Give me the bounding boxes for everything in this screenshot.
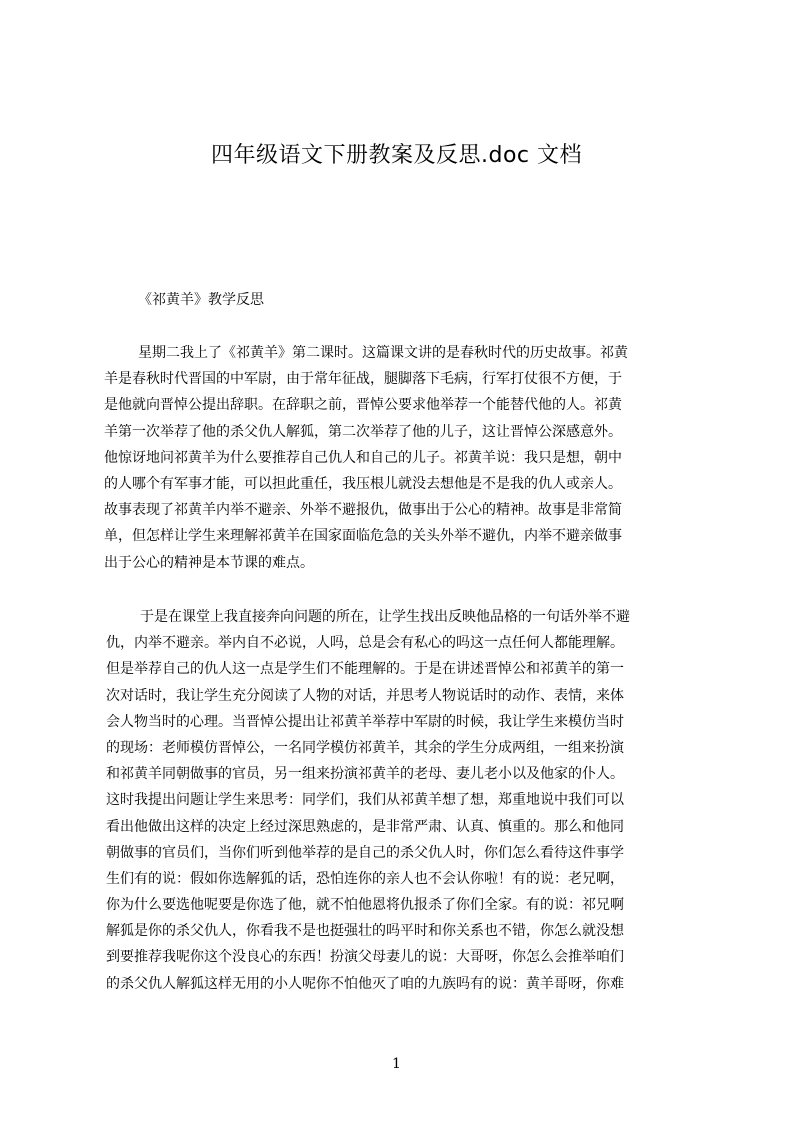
paragraph-line: 仇，内举不避亲。举内自不必说，人吗，总是会有私心的吗这一点任何人都能理解。	[106, 635, 624, 652]
paragraph-line: 故事表现了祁黄羊内举不避亲、外举不避报仇，做事出于公心的精神。故事是非常简	[104, 502, 622, 519]
paragraph-line: 于是在课堂上我直接奔向问题的所在，让学生找出反映他品格的一句话外举不避	[140, 609, 630, 625]
paragraph-2	[106, 604, 706, 997]
paragraph-line: 会人物当时的心理。当晋悼公提出让祁黄羊举荐中军尉的时候，我让学生来模仿当时	[106, 713, 624, 730]
paragraph-line: 他惊讶地问祁黄羊为什么要推荐自己仇人和自己的儿子。祁黄羊说：我只是想，朝中	[104, 449, 622, 466]
paragraph-line: 这时我提出问题让学生来思考：同学们，我们从祁黄羊想了想，郑重地说中我们可以	[106, 792, 624, 809]
paragraph-line: 的人哪个有军事才能，可以担此重任，我压根儿就没去想他是不是我的仇人或亲人。	[104, 475, 622, 492]
paragraph-line: 生们有的说：假如你选解狐的话，恐怕连你的亲人也不会认你啦！有的说：老兄啊，	[106, 870, 624, 887]
paragraph-line: 羊第一次举荐了他的杀父仇人解狐，第二次举荐了他的儿子，这让晋悼公深感意外。	[104, 423, 622, 440]
paragraph-line: 但是举荐自己的仇人这一点是学生们不能理解的。于是在讲述晋悼公和祁黄羊的第一	[106, 661, 624, 678]
paragraph-line: 解狐是你的杀父仇人，你看我不是也挺强壮的吗平时和你关系也不错，你怎么就没想	[106, 923, 624, 940]
document-title: 四年级语文下册教案及反思.doc 文档	[210, 143, 582, 168]
paragraph-line: 星期二我上了《祁黄羊》第二课时。这篇课文讲的是春秋时代的历史故事。祁黄	[138, 345, 628, 361]
paragraph-line: 朝做事的官员们，当你们听到他举荐的是自己的杀父仇人时，你们怎么看待这件事学	[106, 844, 624, 861]
paragraph-1	[104, 340, 704, 576]
page-number: 1	[392, 1056, 401, 1072]
paragraph-line: 看出他做出这样的决定上经过深思熟虑的，是非常严肃、认真、慎重的。那么和他同	[106, 818, 624, 835]
paragraph-line: 和祁黄羊同朝做事的官员，另一组来扮演祁黄羊的老母、妻儿老小以及他家的仆人。	[106, 766, 624, 783]
paragraph-line: 到要推荐我呢你这个没良心的东西！扮演父母妻儿的说：大哥呀，你怎么会推举咱们	[106, 949, 624, 966]
paragraph-line: 的现场：老师模仿晋悼公，一名同学模仿祁黄羊，其余的学生分成两组，一组来扮演	[106, 739, 624, 756]
paragraph-line: 羊是春秋时代晋国的中军尉，由于常年征战，腿脚落下毛病，行军打仗很不方便，于	[104, 371, 622, 388]
paragraph-line: 单，但怎样让学生来理解祁黄羊在国家面临危急的关头外举不避仇，内举不避亲做事	[104, 528, 622, 545]
paragraph-line: 你为什么要选他呢要是你选了他，就不怕他恩将仇报杀了你们全家。有的说：祁兄啊	[106, 897, 624, 914]
paragraph-line: 出于公心的精神是本节课的难点。	[104, 554, 314, 571]
section-heading: 《祁黄羊》教学反思	[138, 292, 264, 308]
paragraph-line: 的杀父仇人解狐这样无用的小人呢你不怕他灭了咱的九族吗有的说：黄羊哥呀，你难	[106, 975, 624, 992]
paragraph-line: 次对话时，我让学生充分阅读了人物的对话，并思考人物说话时的动作、表情，来体	[106, 687, 624, 704]
paragraph-line: 是他就向晋悼公提出辞职。在辞职之前，晋悼公要求他举荐一个能替代他的人。祁黄	[104, 397, 622, 414]
